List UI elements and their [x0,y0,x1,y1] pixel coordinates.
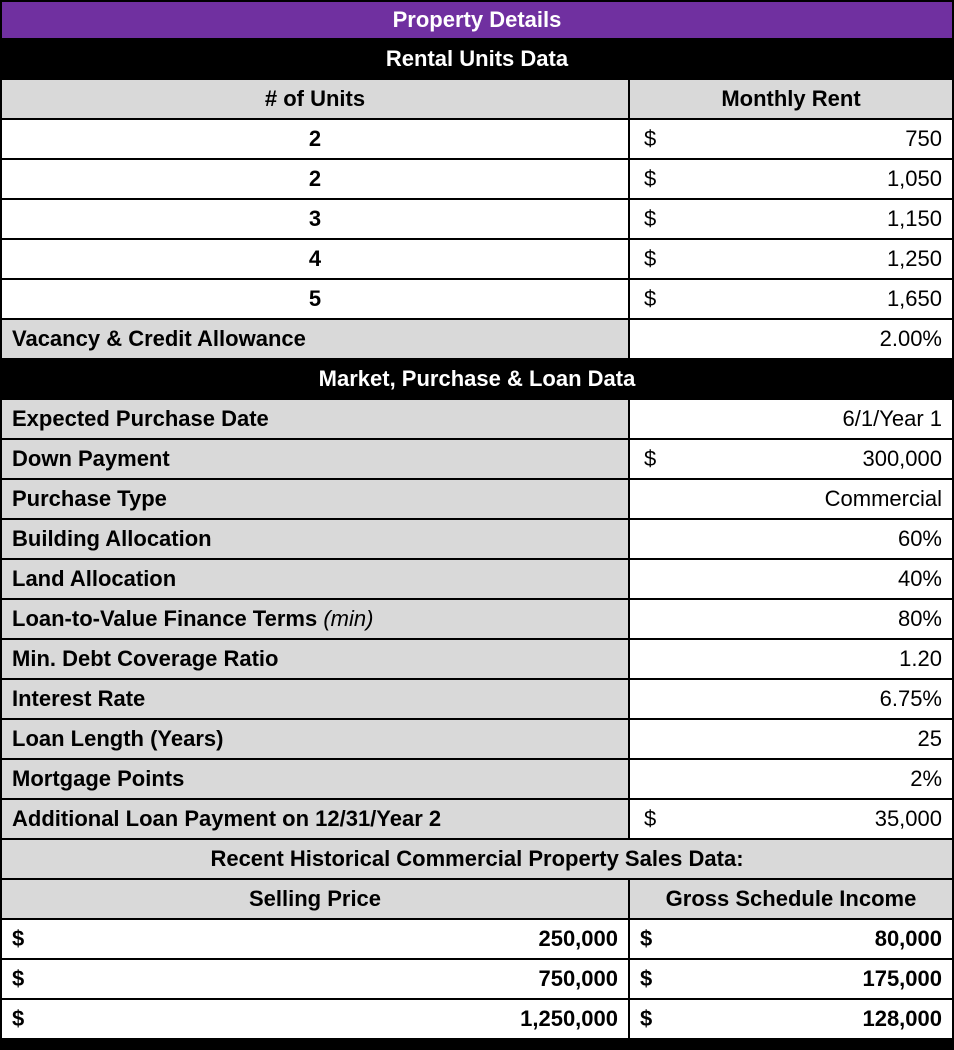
selling-price-value: 750,000 [538,966,618,991]
rent-value: 1,250 [886,246,942,271]
gross-income-value: 128,000 [862,1006,942,1031]
interest-rate-value[interactable]: 6.75% [630,680,954,720]
purchase-date-value[interactable]: 6/1/Year 1 [630,400,954,440]
currency-symbol: $ [644,286,657,311]
additional-payment-amount: 35,000 [874,806,942,831]
ltv-label-text: Loan-to-Value Finance Terms [12,606,318,631]
down-payment-amount: 300,000 [862,446,942,471]
selling-price-value: 1,250,000 [520,1006,618,1031]
down-payment-label: Down Payment [0,440,630,480]
rent-value: 1,650 [886,286,942,311]
currency-symbol: $ [644,126,657,151]
units-cell[interactable]: 2 [0,160,630,200]
currency-symbol: $ [12,1006,25,1031]
selling-price-cell[interactable] [0,920,630,960]
rent-value: 1,050 [886,166,942,191]
currency-symbol: $ [640,926,653,951]
currency-symbol: $ [12,926,25,951]
ltv-label [0,600,630,640]
currency-symbol: $ [640,1006,653,1031]
purchase-date-label: Expected Purchase Date [0,400,630,440]
sales-section-title: Recent Historical Commercial Property Sales Data: [0,840,954,880]
ltv-label-suffix: (min) [323,606,374,631]
rent-cell[interactable] [630,200,954,240]
units-cell[interactable]: 5 [0,280,630,320]
dcr-value[interactable]: 1.20 [630,640,954,680]
rent-column-header: Monthly Rent [630,80,954,120]
currency-symbol: $ [640,966,653,991]
purchase-type-value[interactable]: Commercial [630,480,954,520]
loan-length-value[interactable]: 25 [630,720,954,760]
down-payment-value[interactable] [630,440,954,480]
gross-income-cell[interactable] [630,1000,954,1040]
rental-section-title: Rental Units Data [0,40,954,80]
vacancy-label: Vacancy & Credit Allowance [0,320,630,360]
rent-cell[interactable] [630,240,954,280]
rent-cell[interactable] [630,160,954,200]
market-section-title: Market, Purchase & Loan Data [0,360,954,400]
selling-price-column-header: Selling Price [0,880,630,920]
units-cell[interactable]: 3 [0,200,630,240]
currency-symbol: $ [644,166,657,191]
selling-price-cell[interactable] [0,960,630,1000]
additional-payment-value[interactable] [630,800,954,840]
interest-rate-label: Interest Rate [0,680,630,720]
land-allocation-value[interactable]: 40% [630,560,954,600]
rent-value: 750 [905,126,942,151]
mortgage-points-value[interactable]: 2% [630,760,954,800]
units-column-header: # of Units [0,80,630,120]
currency-symbol: $ [644,446,657,471]
currency-symbol: $ [644,246,657,271]
loan-length-label: Loan Length (Years) [0,720,630,760]
rent-cell[interactable] [630,280,954,320]
gross-income-value: 80,000 [874,926,942,951]
gross-income-cell[interactable] [630,960,954,1000]
gross-income-cell[interactable] [630,920,954,960]
vacancy-value[interactable]: 2.00% [630,320,954,360]
building-allocation-value[interactable]: 60% [630,520,954,560]
building-allocation-label: Building Allocation [0,520,630,560]
rent-value: 1,150 [886,206,942,231]
ltv-value[interactable]: 80% [630,600,954,640]
mortgage-points-label: Mortgage Points [0,760,630,800]
currency-symbol: $ [644,806,657,831]
units-cell[interactable]: 2 [0,120,630,160]
purchase-type-label: Purchase Type [0,480,630,520]
additional-payment-label: Additional Loan Payment on 12/31/Year 2 [0,800,630,840]
rent-cell[interactable] [630,120,954,160]
gross-income-column-header: Gross Schedule Income [630,880,954,920]
table-bottom-border [0,1040,954,1050]
gross-income-value: 175,000 [862,966,942,991]
selling-price-value: 250,000 [538,926,618,951]
selling-price-cell[interactable] [0,1000,630,1040]
sheet-title: Property Details [0,0,954,40]
currency-symbol: $ [12,966,25,991]
currency-symbol: $ [644,206,657,231]
dcr-label: Min. Debt Coverage Ratio [0,640,630,680]
land-allocation-label: Land Allocation [0,560,630,600]
units-cell[interactable]: 4 [0,240,630,280]
